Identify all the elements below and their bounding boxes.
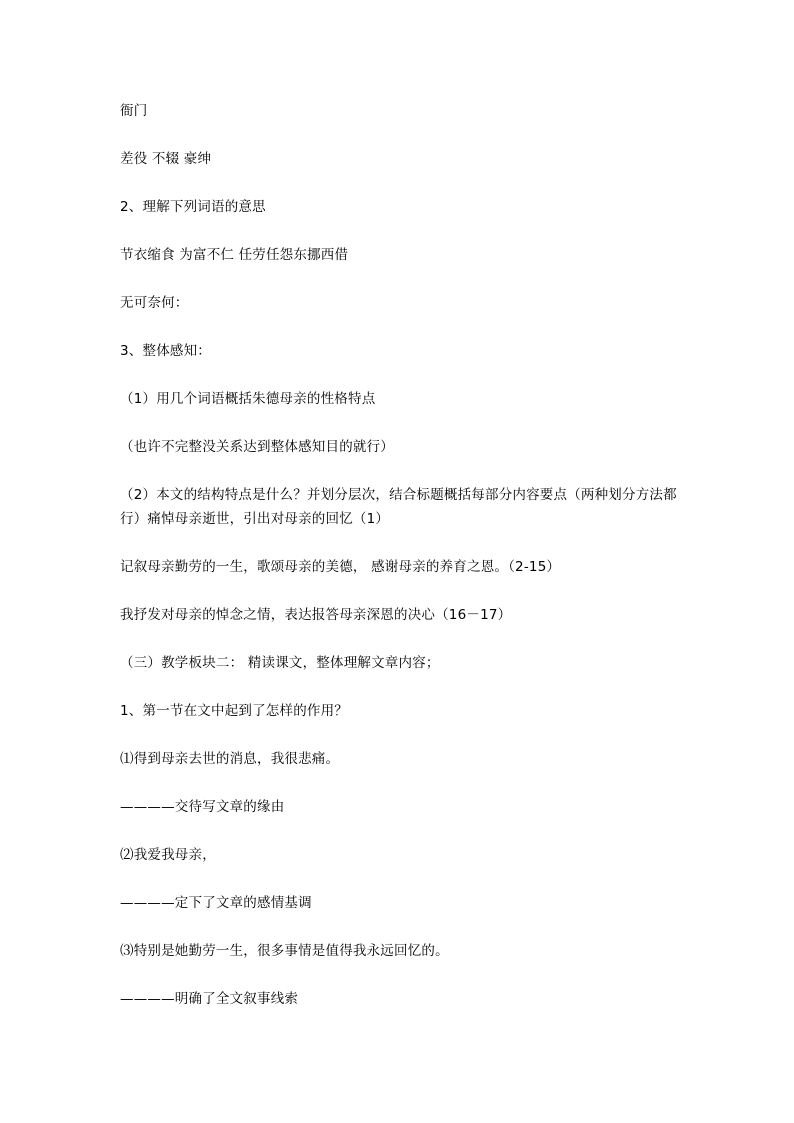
text-line-2: 差役 不辍 豪绅: [120, 151, 212, 167]
text-line-4: 节衣缩食 为富不仁 任劳任怨东挪西借: [120, 247, 349, 263]
text-paragraph-structure: （2）本文的结构特点是什么？并划分层次，结合标题概括每部分内容要点（两种划分方法都行）痛悼母亲逝世，引出对母亲的回忆（1）: [120, 487, 677, 527]
text-line-6: 3、整体感知：: [120, 343, 211, 359]
text-line-18: ⑶特别是她勤劳一生，很多事情是值得我永远回忆的。: [120, 943, 449, 959]
text-line-1: 衙门: [120, 103, 148, 119]
text-line-10: 记叙母亲勤劳的一生，歌颂母亲的美德， 感谢母亲的养育之恩。（2-15）: [120, 559, 561, 575]
text-line-7: （1）用几个词语概括朱德母亲的性格特点: [120, 391, 376, 407]
text-line-19: ————明确了全文叙事线索: [120, 991, 299, 1007]
text-line-11: 我抒发对母亲的悼念之情，表达报答母亲深恩的决心（16－17）: [120, 607, 512, 623]
text-line-8: （也许不完整没关系达到整体感知目的就行）: [120, 439, 394, 455]
text-line-13: 1、第一节在文中起到了怎样的作用？: [120, 703, 348, 719]
text-line-5: 无可奈何：: [120, 295, 189, 311]
text-line-12: （三）教学板块二： 精读课文，整体理解文章内容；: [120, 655, 440, 671]
text-line-3: 2、理解下列词语的意思: [120, 199, 266, 215]
text-line-16: ⑵我爱我母亲，: [120, 847, 216, 863]
text-line-17: ————定下了文章的感情基调: [120, 895, 312, 911]
text-line-14: ⑴得到母亲去世的消息，我很悲痛。: [120, 751, 340, 767]
text-line-15: ————交待写文章的缘由: [120, 799, 285, 815]
